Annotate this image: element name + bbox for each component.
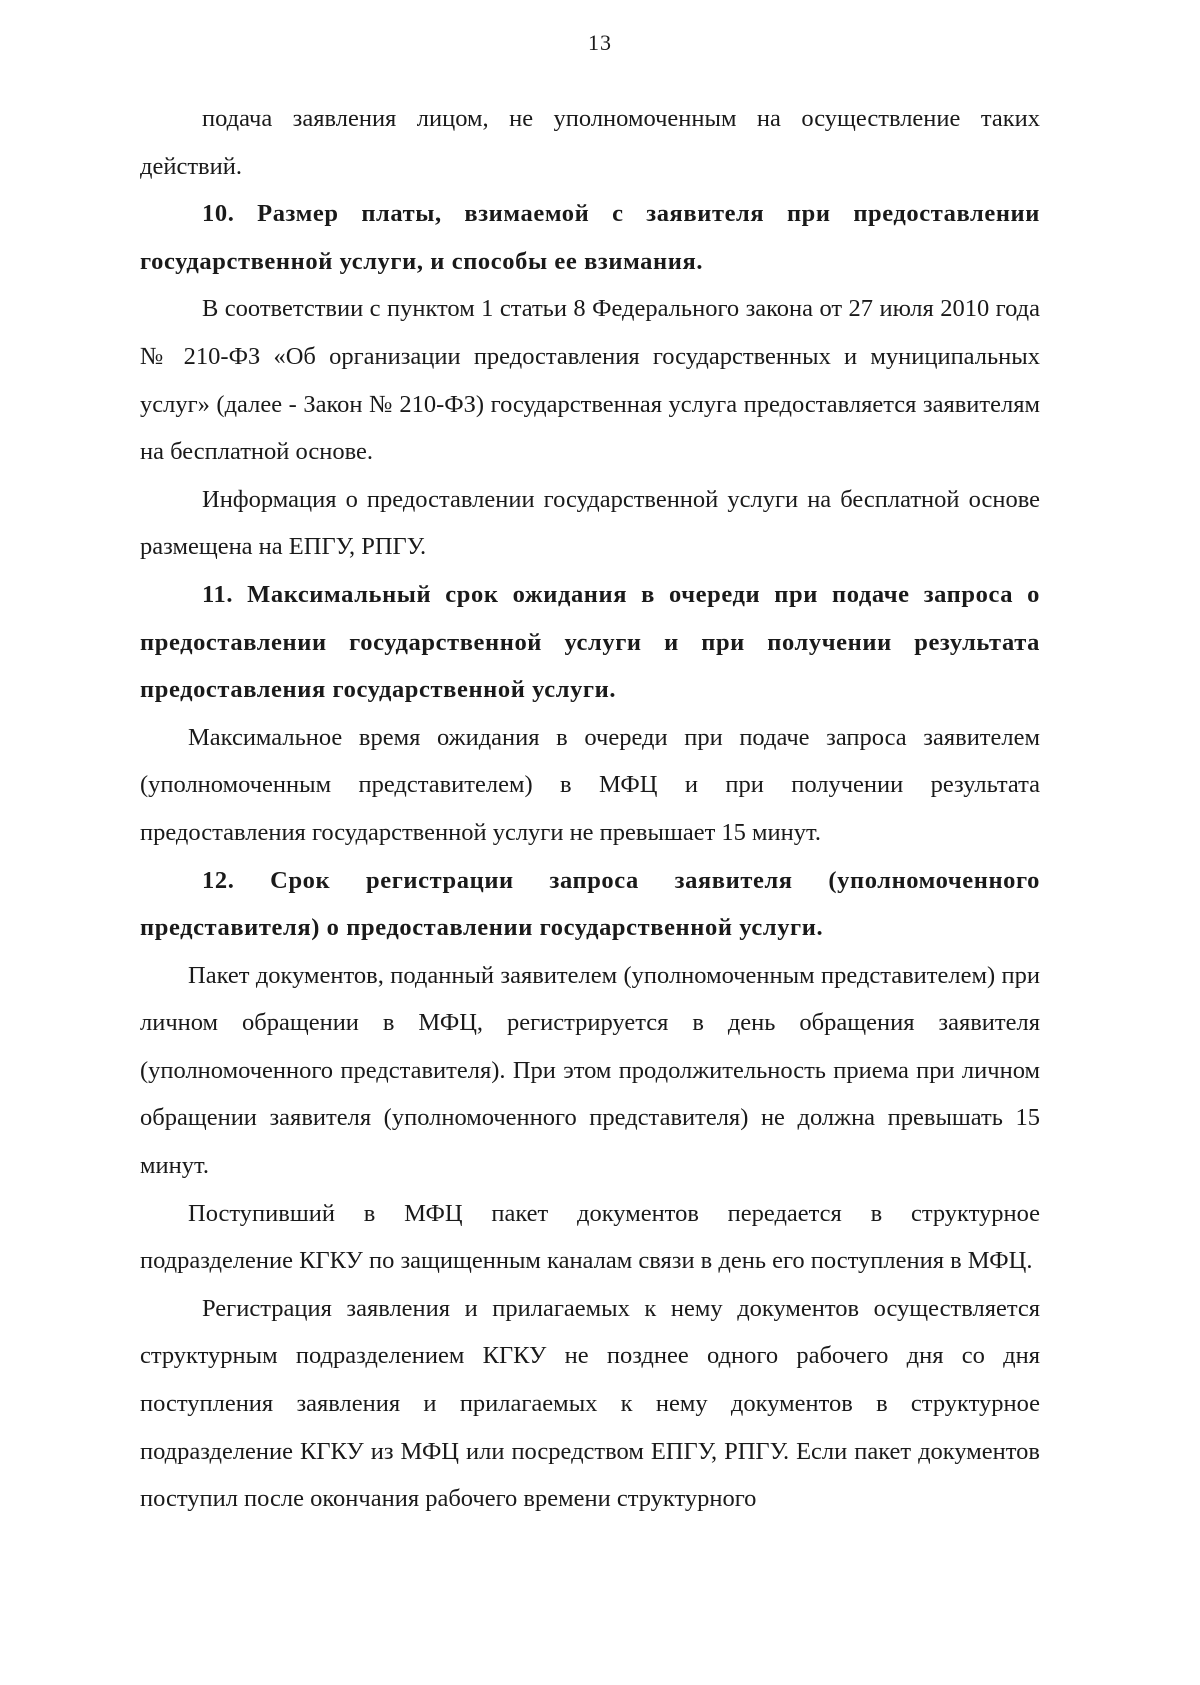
paragraph-transfer: Поступивший в МФЦ пакет документов передается в структурное подразделение КГКУ по защищенным каналам связи в день его поступления в МФЦ. <box>140 1199 1040 1275</box>
paragraph-fee-info: Информация о предоставлении государственной услуги на бесплатной основе размещена на ЕПГУ, РПГУ. <box>140 485 1040 561</box>
section-heading-10: 10. Размер платы, взимаемой с заявителя при предоставлении государственной услуги, и способы ее взимания. <box>140 200 1040 275</box>
paragraph-continuation: подача заявления лицом, не уполномоченным на осуществление таких действий. <box>140 105 1040 180</box>
section-heading-12: 12. Срок регистрации запроса заявителя (уполномоченного представителя) о предоставлении государственной услуги. <box>140 866 1040 942</box>
paragraph-registration: Пакет документов, поданный заявителем (уполномоченным представителем) при личном обращении в МФЦ, регистрируется в день обращения заявителя (уполномоченного представителя). При этом продолжительность приема при личном обращении заявителя (уполномоченного представителя) не должна превышать 15 минут. <box>140 961 1040 1180</box>
paragraph-wait-time: Максимальное время ожидания в очереди при подаче запроса заявителем (уполномоченным представителем) в МФЦ и при получении результата предоставления государственной услуги не превышает 15 минут. <box>140 723 1040 846</box>
document-body <box>140 95 1040 1523</box>
section-heading-11: 11. Максимальный срок ожидания в очереди при подаче запроса о предоставлении государственной услуги и при получении результата предоставления государственной услуги. <box>140 580 1040 704</box>
page-number: 13 <box>588 30 612 55</box>
paragraph-registration-deadline: Регистрация заявления и прилагаемых к нему документов осуществляется структурным подразделением КГКУ не позднее одного рабочего дня со дня поступления заявления и прилагаемых к нему документов в структурное подразделение КГКУ из МФЦ или посредством ЕПГУ, РПГУ. Если пакет документов поступил после окончания рабочего времени структурного <box>140 1294 1040 1513</box>
paragraph-fee: В соответствии с пунктом 1 статьи 8 Федерального закона от 27 июля 2010 года № 210-ФЗ «Об организации предоставления государственных и муниципальных услуг» (далее - Закон № 210-ФЗ) государственная услуга предоставляется заявителям на бесплатной основе. <box>140 295 1040 466</box>
